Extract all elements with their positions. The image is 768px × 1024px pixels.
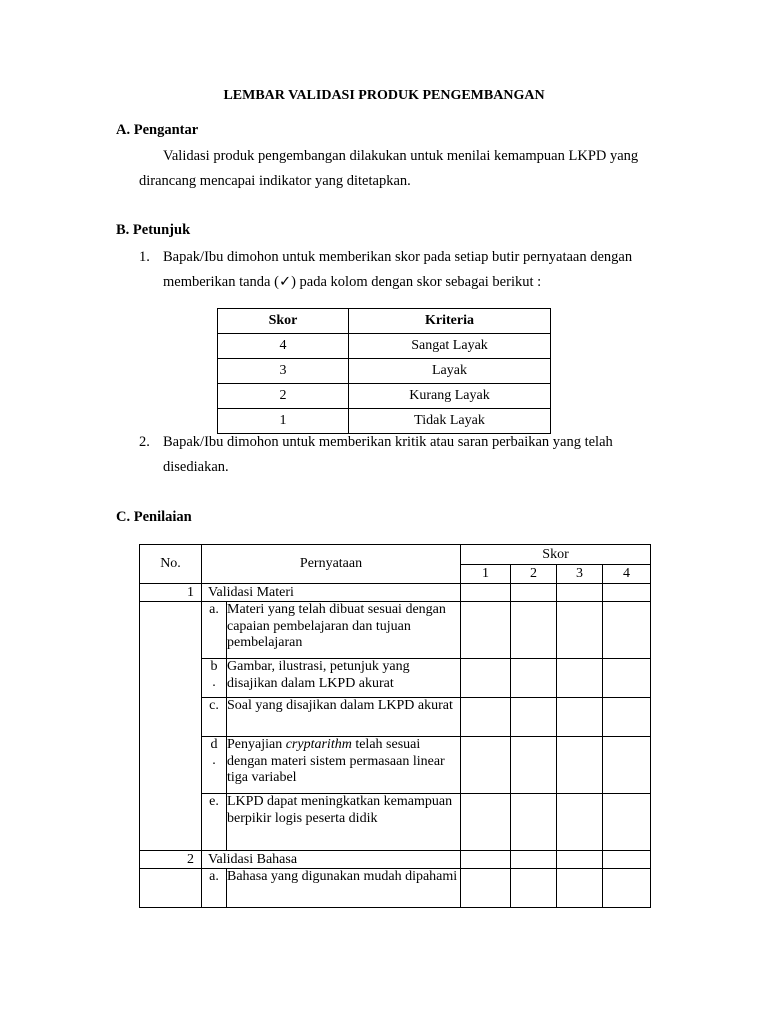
- instruction-2-line2: disediakan.: [163, 459, 229, 475]
- score-cell[interactable]: [461, 584, 511, 602]
- criteria-label: Layak: [349, 359, 551, 384]
- section-row-bahasa: [140, 851, 651, 869]
- score-cell[interactable]: [557, 851, 603, 869]
- score-cell[interactable]: [511, 584, 557, 602]
- score-cell[interactable]: [603, 851, 651, 869]
- header-statement: Pernyataan: [202, 545, 461, 584]
- instruction-1-line2: memberikan tanda (✓) pada kolom dengan skor sebagai berikut :: [163, 274, 542, 290]
- item-statement: Bahasa yang digunakan mudah dipahami: [227, 869, 461, 908]
- score-cell[interactable]: [557, 698, 603, 737]
- instruction-2-number: 2.: [139, 434, 150, 450]
- score-cell[interactable]: [511, 737, 557, 794]
- score-cell[interactable]: [511, 851, 557, 869]
- header-no: No.: [140, 545, 202, 584]
- section-a-line1: Validasi produk pengembangan dilakukan untuk menilai kemampuan LKPD yang: [163, 148, 639, 164]
- item-statement: Materi yang telah dibuat sesuai dengan capaian pembelajaran dan tujuan pembelajaran: [227, 602, 461, 659]
- criteria-header-row: [218, 309, 551, 334]
- criteria-header-kriteria: Kriteria: [349, 309, 551, 334]
- header-score-2: 2: [511, 565, 557, 584]
- score-cell[interactable]: [461, 794, 511, 851]
- table-row: [140, 737, 651, 794]
- section-a-heading: A. Pengantar: [116, 122, 199, 138]
- score-cell[interactable]: [461, 869, 511, 908]
- assessment-header-row: [140, 545, 651, 565]
- section-title: Validasi Materi: [202, 584, 461, 602]
- table-row: [140, 794, 651, 851]
- score-cell[interactable]: [557, 869, 603, 908]
- header-score-3: 3: [557, 565, 603, 584]
- item-statement: Gambar, ilustrasi, petunjuk yang disajikan dalam LKPD akurat: [227, 659, 461, 698]
- score-cell[interactable]: [603, 698, 651, 737]
- table-row: [140, 602, 651, 659]
- header-score-1: 1: [461, 565, 511, 584]
- table-row: [218, 384, 551, 409]
- score-cell[interactable]: [557, 737, 603, 794]
- item-statement: Soal yang disajikan dalam LKPD akurat: [227, 698, 461, 737]
- statement-italic-term: cryptarithm: [285, 737, 352, 752]
- score-cell[interactable]: [603, 584, 651, 602]
- table-row: [140, 659, 651, 698]
- header-score-4: 4: [603, 565, 651, 584]
- item-letter: c.: [202, 698, 227, 737]
- score-cell[interactable]: [511, 698, 557, 737]
- instruction-1-number: 1.: [139, 249, 150, 265]
- criteria-label: Kurang Layak: [349, 384, 551, 409]
- score-cell[interactable]: [603, 869, 651, 908]
- criteria-header-skor: Skor: [218, 309, 349, 334]
- section-a-line2: dirancang mencapai indikator yang ditetapkan.: [139, 173, 411, 189]
- instruction-1-line1: Bapak/Ibu dimohon untuk memberikan skor pada setiap butir pernyataan dengan: [163, 249, 633, 265]
- table-row: [218, 359, 551, 384]
- criteria-score: 3: [218, 359, 349, 384]
- criteria-score: 2: [218, 384, 349, 409]
- section-c-heading: C. Penilaian: [116, 509, 192, 525]
- statement-text-end: telah sesuai dengan materi sistem permasaan linear tiga variabel: [227, 737, 445, 785]
- section-title: Validasi Bahasa: [202, 851, 461, 869]
- score-cell[interactable]: [557, 584, 603, 602]
- score-cell[interactable]: [461, 698, 511, 737]
- number-blank-cell: [140, 602, 202, 851]
- score-cell[interactable]: [511, 869, 557, 908]
- table-row: [140, 869, 651, 908]
- item-letter: a.: [202, 869, 227, 908]
- score-cell[interactable]: [557, 602, 603, 659]
- score-cell[interactable]: [511, 602, 557, 659]
- score-cell[interactable]: [461, 602, 511, 659]
- number-blank-cell: [140, 869, 202, 908]
- item-statement: [227, 737, 461, 794]
- criteria-table: [217, 308, 551, 434]
- section-b-heading: B. Petunjuk: [116, 222, 191, 238]
- criteria-score: 1: [218, 409, 349, 434]
- item-statement: LKPD dapat meningkatkan kemampuan berpikir logis peserta didik: [227, 794, 461, 851]
- section-number: 1: [140, 584, 202, 602]
- score-cell[interactable]: [511, 659, 557, 698]
- score-cell[interactable]: [603, 659, 651, 698]
- header-score: Skor: [461, 545, 651, 565]
- instruction-2-line1: Bapak/Ibu dimohon untuk memberikan kritik atau saran perbaikan yang telah: [163, 434, 613, 450]
- section-number: 2: [140, 851, 202, 869]
- table-row: [140, 698, 651, 737]
- item-letter: a.: [202, 602, 227, 659]
- item-letter: e.: [202, 794, 227, 851]
- assessment-table: [139, 544, 651, 908]
- criteria-score: 4: [218, 334, 349, 359]
- score-cell[interactable]: [603, 737, 651, 794]
- document-title: LEMBAR VALIDASI PRODUK PENGEMBANGAN: [223, 88, 545, 103]
- score-cell[interactable]: [461, 659, 511, 698]
- item-letter: d .: [202, 737, 227, 794]
- score-cell[interactable]: [603, 794, 651, 851]
- score-cell[interactable]: [461, 851, 511, 869]
- section-row-materi: [140, 584, 651, 602]
- score-cell[interactable]: [511, 794, 557, 851]
- score-cell[interactable]: [461, 737, 511, 794]
- score-cell[interactable]: [603, 602, 651, 659]
- criteria-label: Sangat Layak: [349, 334, 551, 359]
- statement-text-start: Penyajian: [227, 737, 286, 752]
- score-cell[interactable]: [557, 659, 603, 698]
- table-row: [218, 334, 551, 359]
- criteria-label: Tidak Layak: [349, 409, 551, 434]
- score-cell[interactable]: [557, 794, 603, 851]
- item-letter: b .: [202, 659, 227, 698]
